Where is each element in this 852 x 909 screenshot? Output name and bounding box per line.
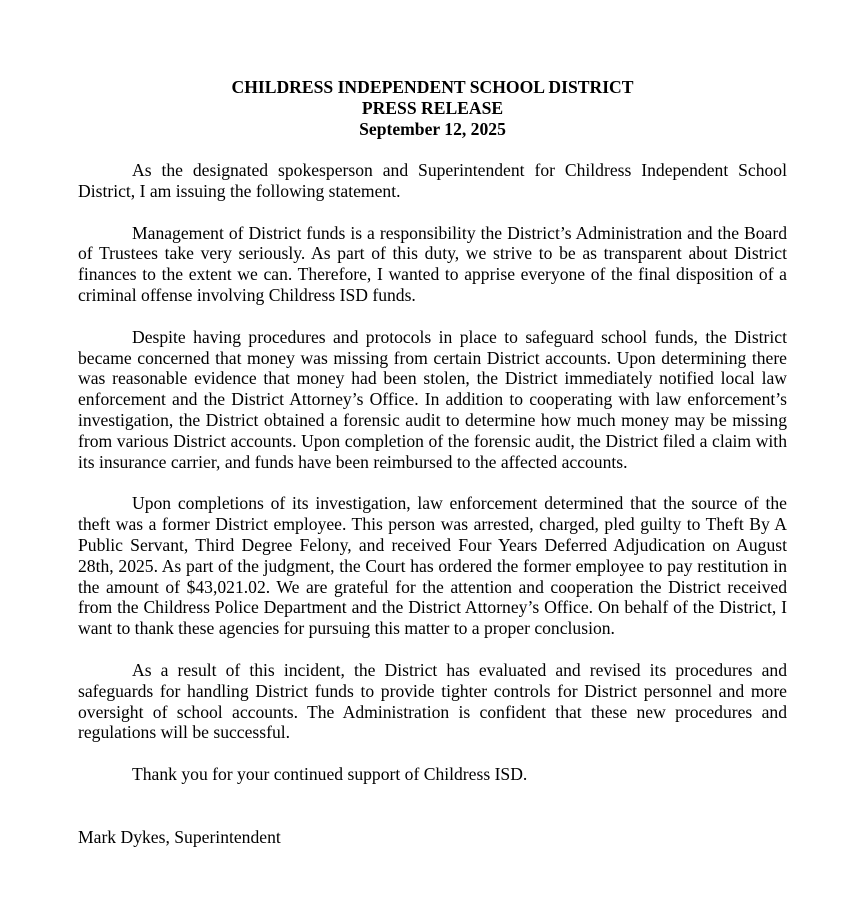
- document-header: [78, 77, 787, 140]
- district-name: CHILDRESS INDEPENDENT SCHOOL DISTRICT: [231, 77, 634, 97]
- paragraph-funds-management: Management of District funds is a responsibility the District’s Administration and the Board of Trustees take very seriously. As part of this duty, we strive to be as transparent about District finances to the extent we can. Therefore, I wanted to apprise everyone of the final disposition of a criminal offense involving Childress ISD funds.: [78, 222, 787, 305]
- release-date: September 12, 2025: [359, 119, 506, 139]
- paragraph-outcome: Upon completions of its investigation, law enforcement determined that the source of the theft was a former District employee. This person was arrested, charged, pled guilty to Theft By A Public Servant, Third Degree Felony, and received Four Years Deferred Adjudication on August 28th, 2025. As part of the judgment, the Court has ordered the former employee to pay restitution in the amount of $43,021.02. We are grateful for the attention and cooperation the District received from the Childress Police Department and the District Attorney’s Office. On behalf of the District, I want to thank these agencies for pursuing this matter to a proper conclusion.: [78, 493, 787, 639]
- paragraph-investigation: Despite having procedures and protocols in place to safeguard school funds, the District became concerned that money was missing from certain District accounts. Upon determining there was reasonable evidence that money had been stolen, the District immediately notified local law enforcement and the District Attorney’s Office. In addition to cooperating with law enforcement’s investigation, the District obtained a forensic audit to determine how much money may be missing from various District accounts. Upon completion of the forensic audit, the District filed a claim with its insurance carrier, and funds have been reimbursed to the affected accounts.: [78, 326, 787, 472]
- paragraph-intro: As the designated spokesperson and Superintendent for Childress Independent School District, I am issuing the following statement.: [78, 160, 787, 201]
- document-type: PRESS RELEASE: [361, 98, 504, 118]
- paragraph-revised-procedures: As a result of this incident, the District has evaluated and revised its procedures and safeguards for handling District funds to provide tighter controls for District personnel and more oversight of school accounts. The Administration is confident that these new procedures and regulations will be successful.: [78, 659, 787, 743]
- signature: Mark Dykes, Superintendent: [78, 826, 281, 847]
- press-release-document: [78, 77, 787, 848]
- paragraph-thanks: Thank you for your continued support of Childress ISD.: [132, 764, 528, 785]
